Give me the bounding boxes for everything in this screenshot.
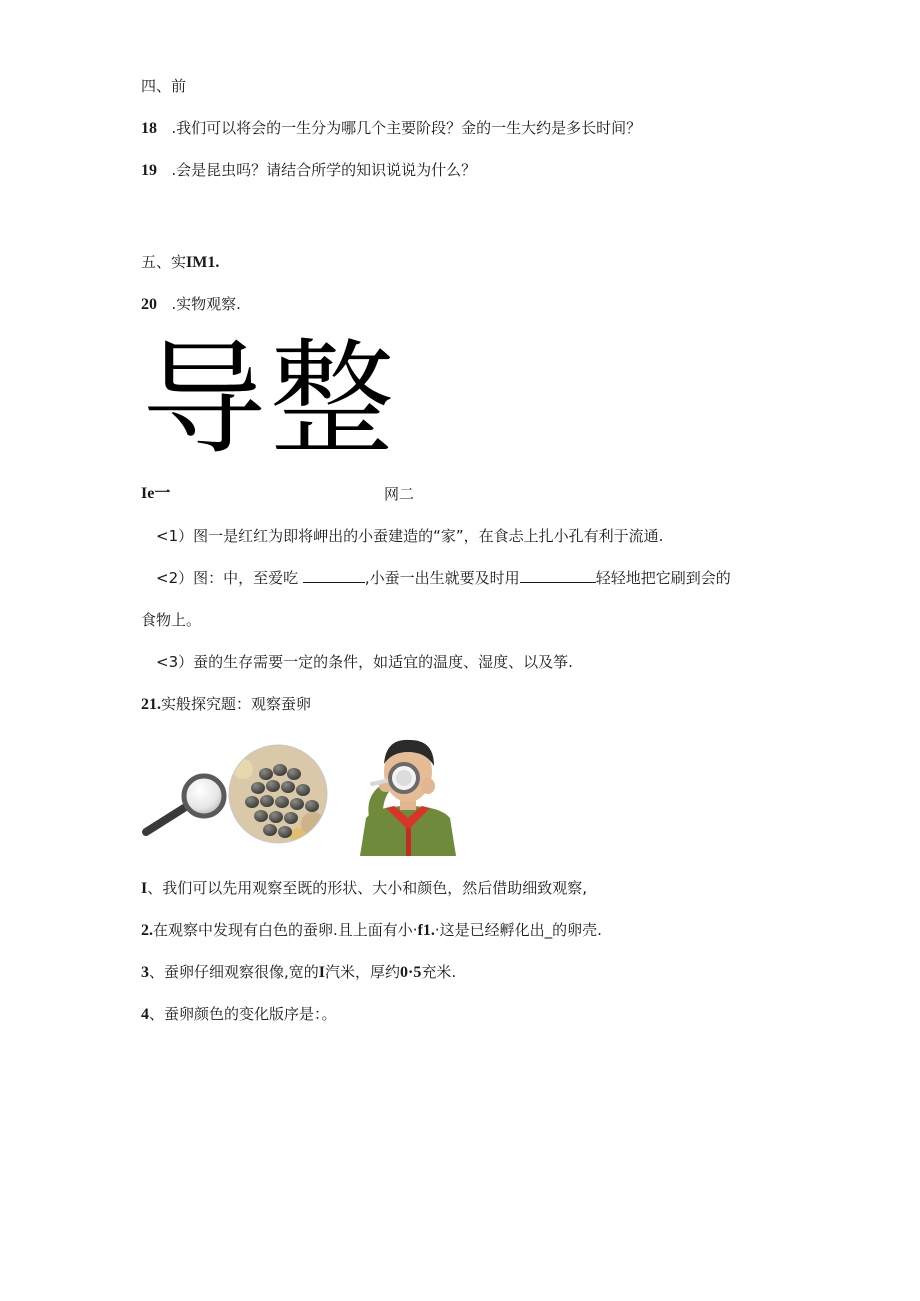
item-text-bold: f1. [417, 922, 435, 939]
question-21-item-2 [141, 920, 602, 941]
question-text: .会是昆虫吗？请结合所学的知识说说为什么？ [171, 161, 477, 179]
item-text-a: 在观察中发现有白色的蚕卵.且上面有小· [153, 921, 418, 939]
question-number: 21. [141, 696, 161, 713]
answer-blank[interactable] [303, 568, 365, 583]
question-21-item-3 [141, 962, 456, 983]
answer-blank[interactable] [520, 568, 596, 583]
item-value-width: I [318, 964, 326, 981]
section-4-heading: 四、前 [141, 77, 187, 95]
item-text-c: 充米. [421, 963, 457, 981]
child-with-magnifier-photo [356, 734, 460, 856]
question-number: 19 [141, 162, 157, 179]
question-text: .我们可以将会的一生分为哪几个主要阶段？金的一生大约是多长时间？ [171, 119, 642, 137]
question-20-part-2 [156, 568, 731, 588]
question-text: .实物观察. [171, 295, 241, 313]
item-value-thickness: 0·5 [400, 964, 422, 981]
silkworm-eggs-photo [228, 744, 328, 844]
figure-label-1: Ie一 [141, 485, 171, 502]
question-number: 18 [141, 120, 157, 137]
item-number: I [141, 880, 148, 897]
item-text-b: ·这是已经孵化出_的卵壳. [434, 921, 602, 939]
item-text-b: 汽米，厚约 [325, 963, 401, 981]
item-number: 3 [141, 964, 149, 981]
section-5-heading [141, 252, 219, 273]
question-21 [141, 694, 311, 715]
question-20-part-2-continued: 食物上。 [141, 611, 202, 629]
question-21-item-1 [141, 878, 587, 899]
item-text-a: 、蚕卵仔细观察很像,宽的 [149, 963, 319, 981]
question-20 [141, 294, 241, 315]
question-20-part-3: <3）蚕的生存需要一定的条件，如适宜的温度、湿度、以及筝. [156, 653, 573, 671]
item-text: 、我们可以先用观察至既的形状、大小和颜色，然后借助细致观察, [147, 879, 588, 897]
part-2-text-c: 轻轻地把它刷到会的 [595, 569, 731, 587]
question-19 [141, 160, 476, 181]
part-2-text-b: ,小蚕一出生就要及时用 [364, 569, 520, 587]
figure-label-2: 网二 [384, 485, 415, 503]
item-text: 、蚕卵颜色的变化版序是：。 [149, 1005, 337, 1023]
question-21-item-4 [141, 1004, 337, 1025]
magnifier-icon [140, 772, 236, 838]
question-18 [141, 118, 641, 139]
question-20-part-1: <1）图一是红红为即将岬出的小蚕建造的“家”，在食忐上扎小孔有利于流通. [156, 527, 664, 545]
section-5-heading-code: IM1. [186, 254, 220, 271]
figure-large-characters: 导整 [142, 328, 399, 472]
item-number: 4 [141, 1006, 149, 1023]
section-5-heading-text: 五、实 [141, 253, 187, 271]
item-number: 2. [141, 922, 153, 939]
question-text: 实般探究题：观察蚕卵 [161, 695, 312, 713]
part-2-text-a: <2）图：中，至爱吃 [156, 569, 299, 587]
question-number: 20 [141, 296, 157, 313]
